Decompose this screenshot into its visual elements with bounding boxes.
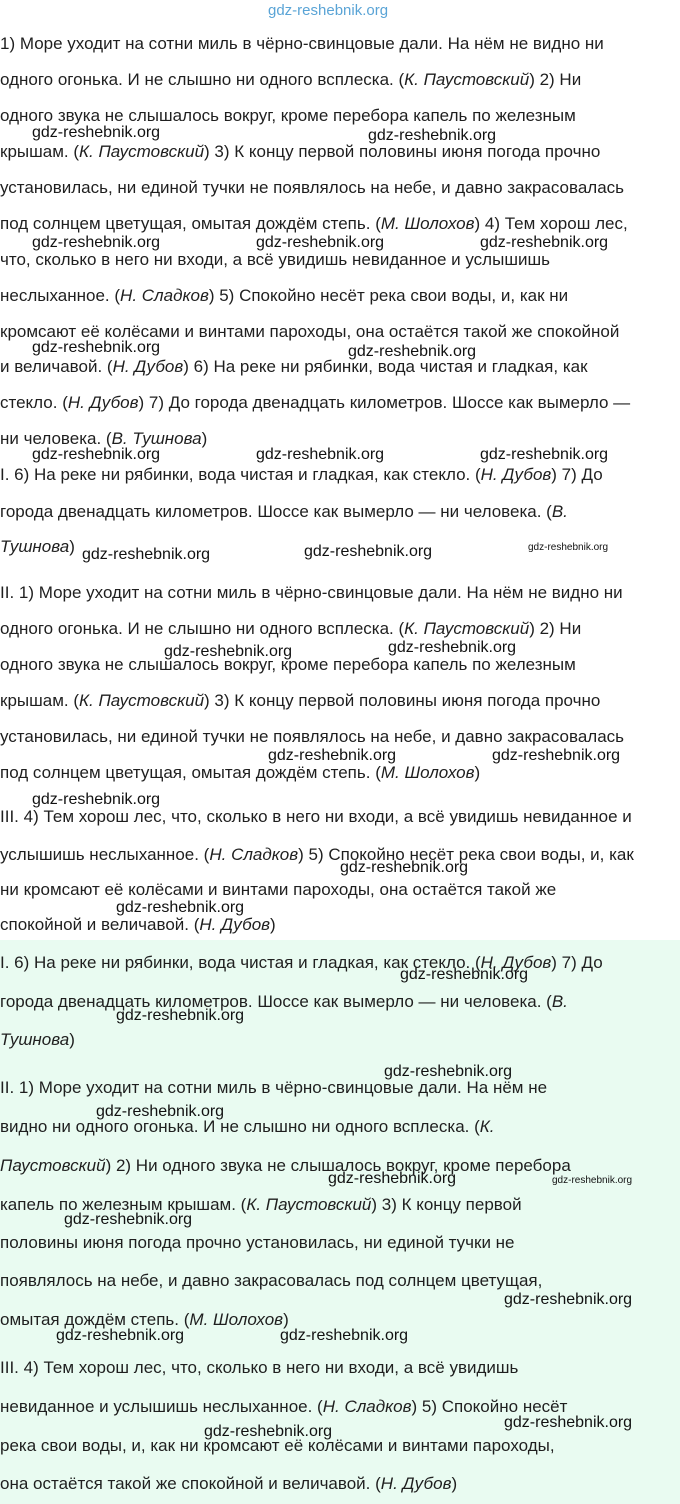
watermark: gdz-reshebnik.org bbox=[56, 1327, 185, 1344]
text-segment: кромсают её колёсами и винтами пароходы, она остаётся такой же спокойной bbox=[0, 322, 620, 341]
text-segment: одного звука не слышалось вокруг, кроме перебора капель по железным bbox=[0, 106, 576, 125]
text-line bbox=[0, 727, 680, 747]
text-line bbox=[0, 619, 680, 639]
watermark: gdz-reshebnik.org bbox=[348, 343, 477, 360]
text-segment: I. 6) На реке ни рябинки, вода чистая и гладкая, как стекло. ( bbox=[0, 465, 481, 484]
text-segment: стекло. ( bbox=[0, 393, 68, 412]
text-line bbox=[0, 1030, 680, 1050]
text-segment: ) bbox=[474, 763, 481, 782]
watermark: gdz-reshebnik.org bbox=[268, 747, 397, 764]
text-line bbox=[0, 992, 680, 1012]
text-line bbox=[0, 393, 680, 413]
watermark: gdz-reshebnik.org bbox=[480, 234, 609, 251]
text-segment: ) 3) К концу первой половины июня погода прочно bbox=[204, 691, 601, 710]
watermark: gdz-reshebnik.org bbox=[480, 446, 609, 463]
text-line bbox=[0, 1078, 680, 1098]
watermark: gdz-reshebnik.org bbox=[256, 234, 385, 251]
author-name: К. Паустовский bbox=[404, 70, 530, 89]
watermark: gdz-reshebnik.org bbox=[116, 1007, 245, 1024]
text-segment: города двенадцать километров. Шоссе как вымерло — ни человека. ( bbox=[0, 992, 552, 1011]
author-name: В. bbox=[551, 502, 568, 521]
text-segment: ) 5) Спокойно несёт река свои воды, и, как ни bbox=[208, 286, 569, 305]
text-line bbox=[0, 691, 680, 711]
author-name: М. Шолохов bbox=[380, 214, 475, 233]
author-name: Н. Дубов bbox=[67, 393, 139, 412]
text-segment: ) 2) Ни одного звука не слышалось вокруг, кроме перебора bbox=[105, 1156, 571, 1175]
text-segment: невиданное и услышишь неслыханное. ( bbox=[0, 1397, 323, 1416]
text-segment: ) 4) Тем хорош лес, bbox=[474, 214, 628, 233]
text-segment: омытая дождём степь. ( bbox=[0, 1310, 190, 1329]
text-segment: под солнцем цветущая, омытая дождём степь. ( bbox=[0, 763, 381, 782]
text-line bbox=[0, 250, 680, 270]
text-segment: крышам. ( bbox=[0, 142, 79, 161]
text-segment: одного огонька. И не слышно ни одного всплеска. ( bbox=[0, 619, 405, 638]
watermark: gdz-reshebnik.org bbox=[340, 859, 469, 876]
text-line bbox=[0, 34, 680, 54]
author-name: Тушнова bbox=[0, 1030, 70, 1049]
text-line bbox=[0, 502, 680, 522]
text-line bbox=[0, 286, 680, 306]
text-line bbox=[0, 880, 680, 900]
text-segment: ни человека. ( bbox=[0, 429, 112, 448]
text-segment: установилась, ни единой тучки не появлялось на небе, и давно закрасовалась bbox=[0, 178, 625, 197]
author-name: М. Шолохов bbox=[189, 1310, 284, 1329]
text-line bbox=[0, 953, 680, 973]
author-name: Н. Сладков bbox=[209, 845, 299, 864]
text-line bbox=[0, 763, 680, 783]
text-segment: одного огонька. И не слышно ни одного всплеска. ( bbox=[0, 70, 405, 89]
text-segment: ) bbox=[451, 1474, 458, 1493]
watermark: gdz-reshebnik.org bbox=[32, 124, 161, 141]
watermark: gdz-reshebnik.org bbox=[280, 1327, 409, 1344]
text-line bbox=[0, 1233, 680, 1253]
text-segment: II. 1) Море уходит на сотни миль в чёрно-свинцовые дали. На нём не bbox=[0, 1078, 548, 1097]
author-name: Паустовский bbox=[0, 1156, 106, 1175]
text-segment: видно ни одного огонька. И не слышно ни одного всплеска. ( bbox=[0, 1117, 480, 1136]
text-segment: ) 7) До города двенадцать километров. Шоссе как вымерло — bbox=[138, 393, 631, 412]
watermark: gdz-reshebnik.org bbox=[504, 1414, 633, 1431]
text-line bbox=[0, 1436, 680, 1456]
text-line bbox=[0, 178, 680, 198]
text-line bbox=[0, 465, 680, 485]
text-line bbox=[0, 915, 680, 935]
text-segment: III. 4) Тем хорош лес, что, сколько в него ни входи, а всё увидишь bbox=[0, 1358, 519, 1377]
text-segment: ) 3) К концу первой половины июня погода прочно bbox=[204, 142, 601, 161]
text-line bbox=[0, 1474, 680, 1494]
text-segment: I. 6) На реке ни рябинки, вода чистая и гладкая, как стекло. ( bbox=[0, 953, 481, 972]
watermark: gdz-reshebnik.org bbox=[400, 966, 529, 983]
watermark: gdz-reshebnik.org bbox=[32, 446, 161, 463]
author-name: Н. Дубов bbox=[380, 1474, 452, 1493]
text-segment: ) bbox=[69, 1030, 75, 1049]
text-segment: ) 5) Спокойно несёт река свои воды, и, как bbox=[298, 845, 634, 864]
text-line bbox=[0, 583, 680, 603]
text-segment: спокойной и величавой. ( bbox=[0, 915, 200, 934]
author-name: К. Паустовский bbox=[79, 691, 205, 710]
text-segment: ) bbox=[283, 1310, 289, 1329]
author-name: К. bbox=[479, 1117, 495, 1136]
watermark: gdz-reshebnik.org bbox=[368, 127, 497, 144]
text-segment: ни кромсают её колёсами и винтами пароходы, она остаётся такой же bbox=[0, 880, 557, 899]
text-segment: III. 4) Тем хорош лес, что, сколько в него ни входи, а всё увидишь невиданное и bbox=[0, 807, 632, 826]
text-segment: крышам. ( bbox=[0, 691, 79, 710]
author-name: М. Шолохов bbox=[380, 763, 475, 782]
text-segment: половины июня погода прочно установилась, ни единой тучки не bbox=[0, 1233, 515, 1252]
text-line bbox=[0, 1358, 680, 1378]
watermark: gdz-reshebnik.org bbox=[504, 1291, 633, 1308]
author-name: Н. Дубов bbox=[480, 465, 552, 484]
text-segment: она остаётся такой же спокойной и величавой. ( bbox=[0, 1474, 381, 1493]
text-segment: 1) Море уходит на сотни миль в чёрно-свинцовые дали. На нём не видно ни bbox=[0, 34, 604, 53]
text-segment: установилась, ни единой тучки не появлялось на небе, и давно закрасовалась bbox=[0, 727, 625, 746]
watermark: gdz-reshebnik.org bbox=[116, 899, 245, 916]
text-line bbox=[0, 106, 680, 126]
text-line bbox=[0, 70, 680, 90]
watermark: gdz-reshebnik.org bbox=[492, 747, 621, 764]
author-name: В. Тушнова bbox=[111, 429, 202, 448]
watermark: gdz-reshebnik.org bbox=[64, 1211, 193, 1228]
watermark: gdz-reshebnik.org bbox=[388, 639, 517, 656]
author-name: Тушнова bbox=[0, 537, 70, 556]
author-name: К. Паустовский bbox=[79, 142, 205, 161]
watermark: gdz-reshebnik.org bbox=[164, 643, 293, 660]
text-segment: ) 2) Ни bbox=[529, 70, 582, 89]
text-segment: одного звука не слышалось вокруг, кроме перебора капель по железным bbox=[0, 655, 576, 674]
text-line bbox=[0, 655, 680, 675]
text-segment: ) bbox=[201, 429, 208, 448]
text-line bbox=[0, 357, 680, 377]
text-segment: услышишь неслыханное. ( bbox=[0, 845, 210, 864]
author-name: К. Паустовский bbox=[246, 1195, 372, 1214]
text-segment: ) 5) Спокойно несёт bbox=[411, 1397, 568, 1416]
watermark: gdz-reshebnik.org bbox=[304, 543, 433, 560]
text-segment: города двенадцать километров. Шоссе как вымерло — ни человека. ( bbox=[0, 502, 552, 521]
watermark: gdz-reshebnik.org bbox=[552, 1175, 633, 1186]
text-segment: и величавой. ( bbox=[0, 357, 113, 376]
author-name: К. Паустовский bbox=[404, 619, 530, 638]
watermark: gdz-reshebnik.org bbox=[328, 1170, 457, 1187]
author-name: Н. Сладков bbox=[322, 1397, 412, 1416]
author-name: Н. Сладков bbox=[120, 286, 209, 305]
text-segment: ) 7) До bbox=[551, 953, 603, 972]
watermark: gdz-reshebnik.org bbox=[528, 542, 609, 553]
text-segment: ) 2) Ни bbox=[529, 619, 582, 638]
watermark: gdz-reshebnik.org bbox=[82, 546, 211, 563]
text-segment: под солнцем цветущая, омытая дождём степь. ( bbox=[0, 214, 381, 233]
text-line bbox=[0, 1271, 680, 1291]
text-segment: река свои воды, и, как ни кромсают её колёсами и винтами пароходы, bbox=[0, 1436, 555, 1455]
text-line bbox=[0, 214, 680, 234]
text-segment: что, сколько в него ни входи, а всё увидишь невиданное и услышишь bbox=[0, 250, 550, 269]
author-name: Н. Дубов bbox=[112, 357, 184, 376]
watermark: gdz-reshebnik.org bbox=[268, 2, 389, 19]
text-segment: II. 1) Море уходит на сотни миль в чёрно-свинцовые дали. На нём не видно ни bbox=[0, 583, 623, 602]
watermark: gdz-reshebnik.org bbox=[96, 1103, 225, 1120]
text-segment: ) 3) К концу первой bbox=[371, 1195, 522, 1214]
text-segment: ) 7) До bbox=[551, 465, 603, 484]
watermark: gdz-reshebnik.org bbox=[32, 234, 161, 251]
author-name: Н. Дубов bbox=[199, 915, 271, 934]
text-line bbox=[0, 807, 680, 827]
watermark: gdz-reshebnik.org bbox=[32, 791, 161, 808]
author-name: Н. Дубов bbox=[480, 953, 552, 972]
text-segment: неслыханное. ( bbox=[0, 286, 121, 305]
text-segment: ) 6) На реке ни рябинки, вода чистая и гладкая, как bbox=[183, 357, 588, 376]
watermark: gdz-reshebnik.org bbox=[32, 339, 161, 356]
watermark: gdz-reshebnik.org bbox=[256, 446, 385, 463]
text-segment: появлялось на небе, и давно закрасовалась под солнцем цветущая, bbox=[0, 1271, 543, 1290]
author-name: В. bbox=[551, 992, 568, 1011]
text-segment: ) bbox=[69, 537, 75, 556]
watermark: gdz-reshebnik.org bbox=[204, 1423, 333, 1440]
watermark: gdz-reshebnik.org bbox=[384, 1063, 513, 1080]
text-segment: ) bbox=[270, 915, 276, 934]
text-segment: капель по железным крышам. ( bbox=[0, 1195, 247, 1214]
text-line bbox=[0, 142, 680, 162]
